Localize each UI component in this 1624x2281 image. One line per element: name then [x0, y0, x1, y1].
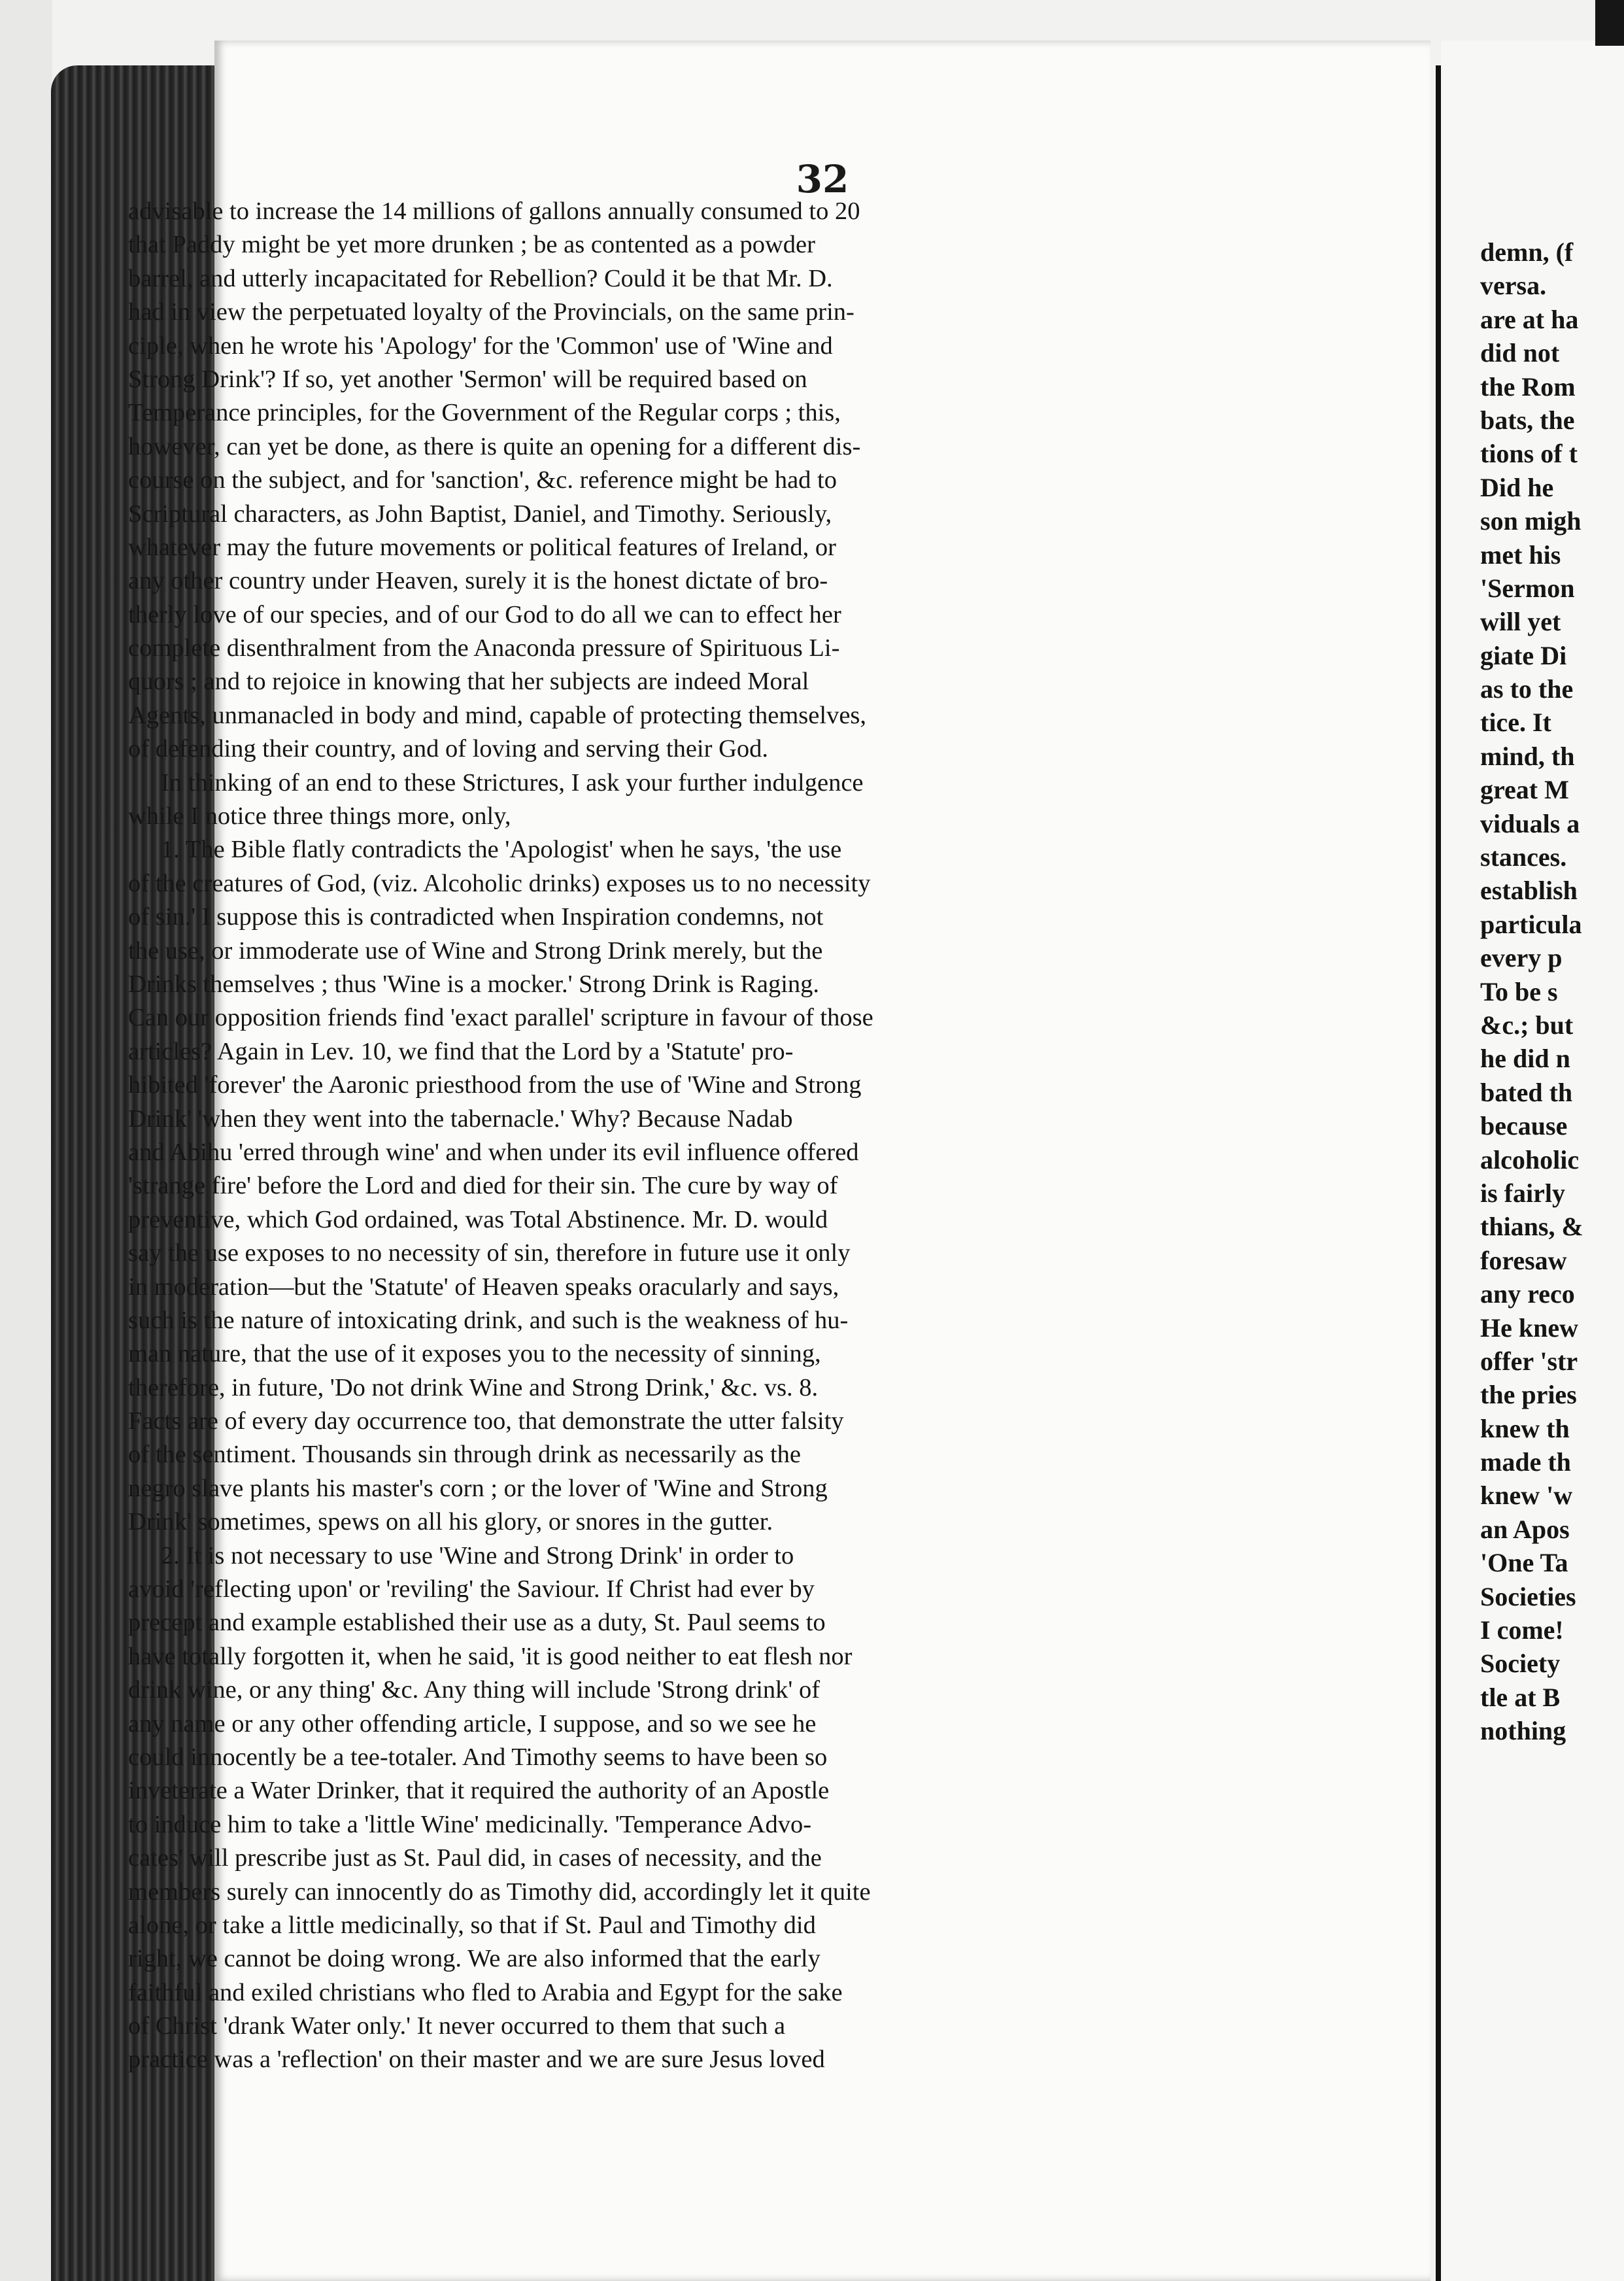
right-text-line: met his — [1480, 540, 1561, 570]
right-text-line: versa. — [1480, 271, 1547, 301]
text-line: such is the nature of intoxicating drink, and such is the weakness of hu- — [128, 1306, 849, 1334]
right-text-line: 'One Ta — [1480, 1548, 1568, 1578]
right-text-line: every p — [1480, 943, 1563, 973]
text-line: In thinking of an end to these Strictures, I ask your further indulgence — [161, 768, 864, 797]
right-text-line: offer 'str — [1480, 1346, 1578, 1376]
text-line: could innocently be a tee-totaler. And Timothy seems to have been so — [128, 1743, 828, 1771]
right-text-line: To be s — [1480, 976, 1558, 1006]
right-text-line: made th — [1480, 1447, 1571, 1477]
text-line: articles? Again in Lev. 10, we find that the Lord by a 'Statute' pro- — [128, 1037, 794, 1065]
text-line: preventive, which God ordained, was Total Abstinence. Mr. D. would — [128, 1205, 828, 1233]
text-line: had in view the perpetuated loyalty of the Provincials, on the same prin- — [128, 298, 854, 326]
right-text-line: as to the — [1480, 674, 1574, 704]
right-text-line: tice. It — [1480, 708, 1551, 738]
right-text-line: &c.; but — [1480, 1010, 1574, 1040]
right-text-line: son migh — [1480, 506, 1582, 536]
text-line: faithful and exiled christians who fled to Arabia and Egypt for the sake — [128, 1978, 843, 2006]
text-line: 1. The Bible flatly contradicts the 'Apologist' when he says, 'the use — [161, 836, 842, 864]
right-text-line: He knew — [1480, 1312, 1578, 1343]
text-line: say the use exposes to no necessity of sin, therefore in future use it only — [128, 1239, 851, 1267]
text-line: Drinks themselves ; thus 'Wine is a mocker.' Strong Drink is Raging. — [128, 970, 820, 998]
right-text-line: because — [1480, 1111, 1568, 1141]
right-text-line: Did he — [1480, 472, 1554, 502]
page-number: 32 — [796, 157, 849, 201]
text-line: precept and example established their use as a duty, St. Paul seems to — [128, 1609, 826, 1637]
right-text-line: viduals a — [1480, 808, 1580, 838]
page-gutter-divider — [1436, 65, 1441, 2281]
text-line: cates' will prescribe just as St. Paul did, in cases of necessity, and the — [128, 1844, 822, 1872]
text-line: advisable to increase the 14 millions of gallons annually consumed to 20 — [128, 197, 860, 225]
right-text-line: Societies — [1480, 1581, 1576, 1611]
text-line: to induce him to take a 'little Wine' medicinally. 'Temperance Advo- — [128, 1810, 812, 1838]
text-line: 2. It is not necessary to use 'Wine and Strong Drink' in order to — [161, 1541, 794, 1569]
text-line: Can our opposition friends find 'exact parallel' scripture in favour of those — [128, 1004, 873, 1032]
text-line: of the creatures of God, (viz. Alcoholic drinks) exposes us to no necessity — [128, 869, 871, 897]
text-line: Strong Drink'? If so, yet another 'Sermon' will be required based on — [128, 365, 807, 393]
text-line: barrel, and utterly incapacitated for Rebellion? Could it be that Mr. D. — [128, 264, 833, 292]
main-text-column — [128, 195, 1364, 2077]
text-line: complete disenthralment from the Anaconda pressure of Spirituous Li- — [128, 634, 840, 662]
text-line: 'strange fire' before the Lord and died for their sin. The cure by way of — [128, 1172, 838, 1200]
right-text-line: knew 'w — [1480, 1481, 1573, 1511]
text-line: that Paddy might be yet more drunken ; be as contented as a powder — [128, 231, 815, 259]
right-text-line: did not — [1480, 338, 1560, 368]
text-line: Agents, unmanacled in body and mind, capable of protecting themselves, — [128, 701, 867, 729]
right-text-line: any reco — [1480, 1279, 1575, 1309]
text-line: the use, or immoderate use of Wine and Strong Drink merely, but the — [128, 936, 823, 965]
right-text-line: mind, th — [1480, 741, 1575, 771]
text-line: course on the subject, and for 'sanction', &c. reference might be had to — [128, 466, 837, 494]
right-text-line: giate Di — [1480, 640, 1567, 670]
text-line: drink wine, or any thing' &c. Any thing will include 'Strong drink' of — [128, 1676, 820, 1704]
text-line: ciple, when he wrote his 'Apology' for the 'Common' use of 'Wine and — [128, 332, 833, 360]
text-line: have totally forgotten it, when he said, 'it is good neither to eat flesh nor — [128, 1642, 853, 1670]
text-line: any name or any other offending article, I suppose, and so we see he — [128, 1709, 817, 1738]
text-line: while I notice three things more, only, — [128, 802, 511, 831]
right-text-line: 'Sermon — [1480, 573, 1575, 603]
scan-corner-mark — [1595, 0, 1624, 46]
right-text-line: are at ha — [1480, 304, 1579, 334]
text-line: of sin.' I suppose this is contradicted when Inspiration condemns, not — [128, 903, 824, 931]
text-line: practice was a 'reflection' on their master and we are sure Jesus loved — [128, 2046, 825, 2074]
text-line: inveterate a Water Drinker, that it required the authority of an Apostle — [128, 1777, 830, 1805]
right-text-line: bated th — [1480, 1077, 1573, 1107]
text-line: however, can yet be done, as there is quite an opening for a different dis- — [128, 432, 861, 460]
right-text-line: the Rom — [1480, 371, 1576, 402]
right-text-line: establish — [1480, 876, 1578, 906]
scan-margin — [0, 0, 52, 2281]
right-text-line: great M — [1480, 775, 1569, 805]
right-text-line: demn, (f — [1480, 237, 1574, 267]
text-line: therefore, in future, 'Do not drink Wine and Strong Drink,' &c. vs. 8. — [128, 1373, 819, 1401]
right-text-line: tions of t — [1480, 439, 1578, 469]
text-line: in moderation—but the 'Statute' of Heaven speaks oracularly and says, — [128, 1273, 839, 1301]
right-text-line: alcoholic — [1480, 1144, 1580, 1175]
right-text-line: foresaw — [1480, 1245, 1567, 1275]
text-line: therly love of our species, and of our God to do all we can to effect her — [128, 600, 841, 628]
text-line: of Christ 'drank Water only.' It never occurred to them that such a — [128, 2012, 786, 2040]
text-line: avoid 'reflecting upon' or 'reviling' the Saviour. If Christ had ever by — [128, 1575, 815, 1604]
right-text-line: thians, & — [1480, 1212, 1583, 1242]
right-page-fragment — [1441, 41, 1624, 2281]
right-text-line: tle at B — [1480, 1682, 1561, 1712]
text-line: Drink' 'when they went into the tabernacle.' Why? Because Nadab — [128, 1105, 793, 1133]
right-text-line: Society — [1480, 1649, 1561, 1679]
right-text-line: I come! — [1480, 1615, 1564, 1645]
text-line: whatever may the future movements or political features of Ireland, or — [128, 533, 836, 561]
text-line: Drink' sometimes, spews on all his glory, or snores in the gutter. — [128, 1508, 773, 1536]
text-line: and Abihu 'erred through wine' and when under its evil influence offered — [128, 1138, 859, 1166]
right-text-line: he did n — [1480, 1044, 1570, 1074]
text-line: Facts are of every day occurrence too, that demonstrate the utter falsity — [128, 1407, 844, 1435]
right-text-line: an Apos — [1480, 1514, 1570, 1544]
text-line: Temperance principles, for the Government of the Regular corps ; this, — [128, 399, 841, 427]
text-line: any other country under Heaven, surely it is the honest dictate of bro- — [128, 567, 828, 595]
right-text-line: nothing — [1480, 1716, 1566, 1746]
right-page-text — [1480, 235, 1624, 1748]
text-line: of the sentiment. Thousands sin through drink as necessarily as the — [128, 1441, 801, 1469]
right-text-line: is fairly — [1480, 1178, 1565, 1208]
text-line: alone, or take a little medicinally, so that if St. Paul and Timothy did — [128, 1911, 816, 1939]
right-text-line: the pries — [1480, 1380, 1577, 1410]
text-line: of defending their country, and of loving and serving their God. — [128, 735, 769, 763]
text-line: Scriptural characters, as John Baptist, Daniel, and Timothy. Seriously, — [128, 500, 832, 528]
text-line: quors ; and to rejoice in knowing that her subjects are indeed Moral — [128, 668, 809, 696]
text-line: right, we cannot be doing wrong. We are also informed that the early — [128, 1945, 820, 1973]
text-line: members surely can innocently do as Timothy did, accordingly let it quite — [128, 1878, 871, 1906]
right-text-line: will yet — [1480, 607, 1561, 637]
right-text-line: bats, the — [1480, 405, 1575, 435]
right-text-line: particula — [1480, 909, 1582, 939]
text-line: man nature, that the use of it exposes you to the necessity of sinning, — [128, 1340, 821, 1368]
text-line: hibited 'forever' the Aaronic priesthood from the use of 'Wine and Strong — [128, 1071, 862, 1099]
text-line: negro slave plants his master's corn ; or the lover of 'Wine and Strong — [128, 1474, 828, 1502]
right-text-line: knew th — [1480, 1413, 1570, 1443]
right-text-line: stances. — [1480, 842, 1567, 872]
